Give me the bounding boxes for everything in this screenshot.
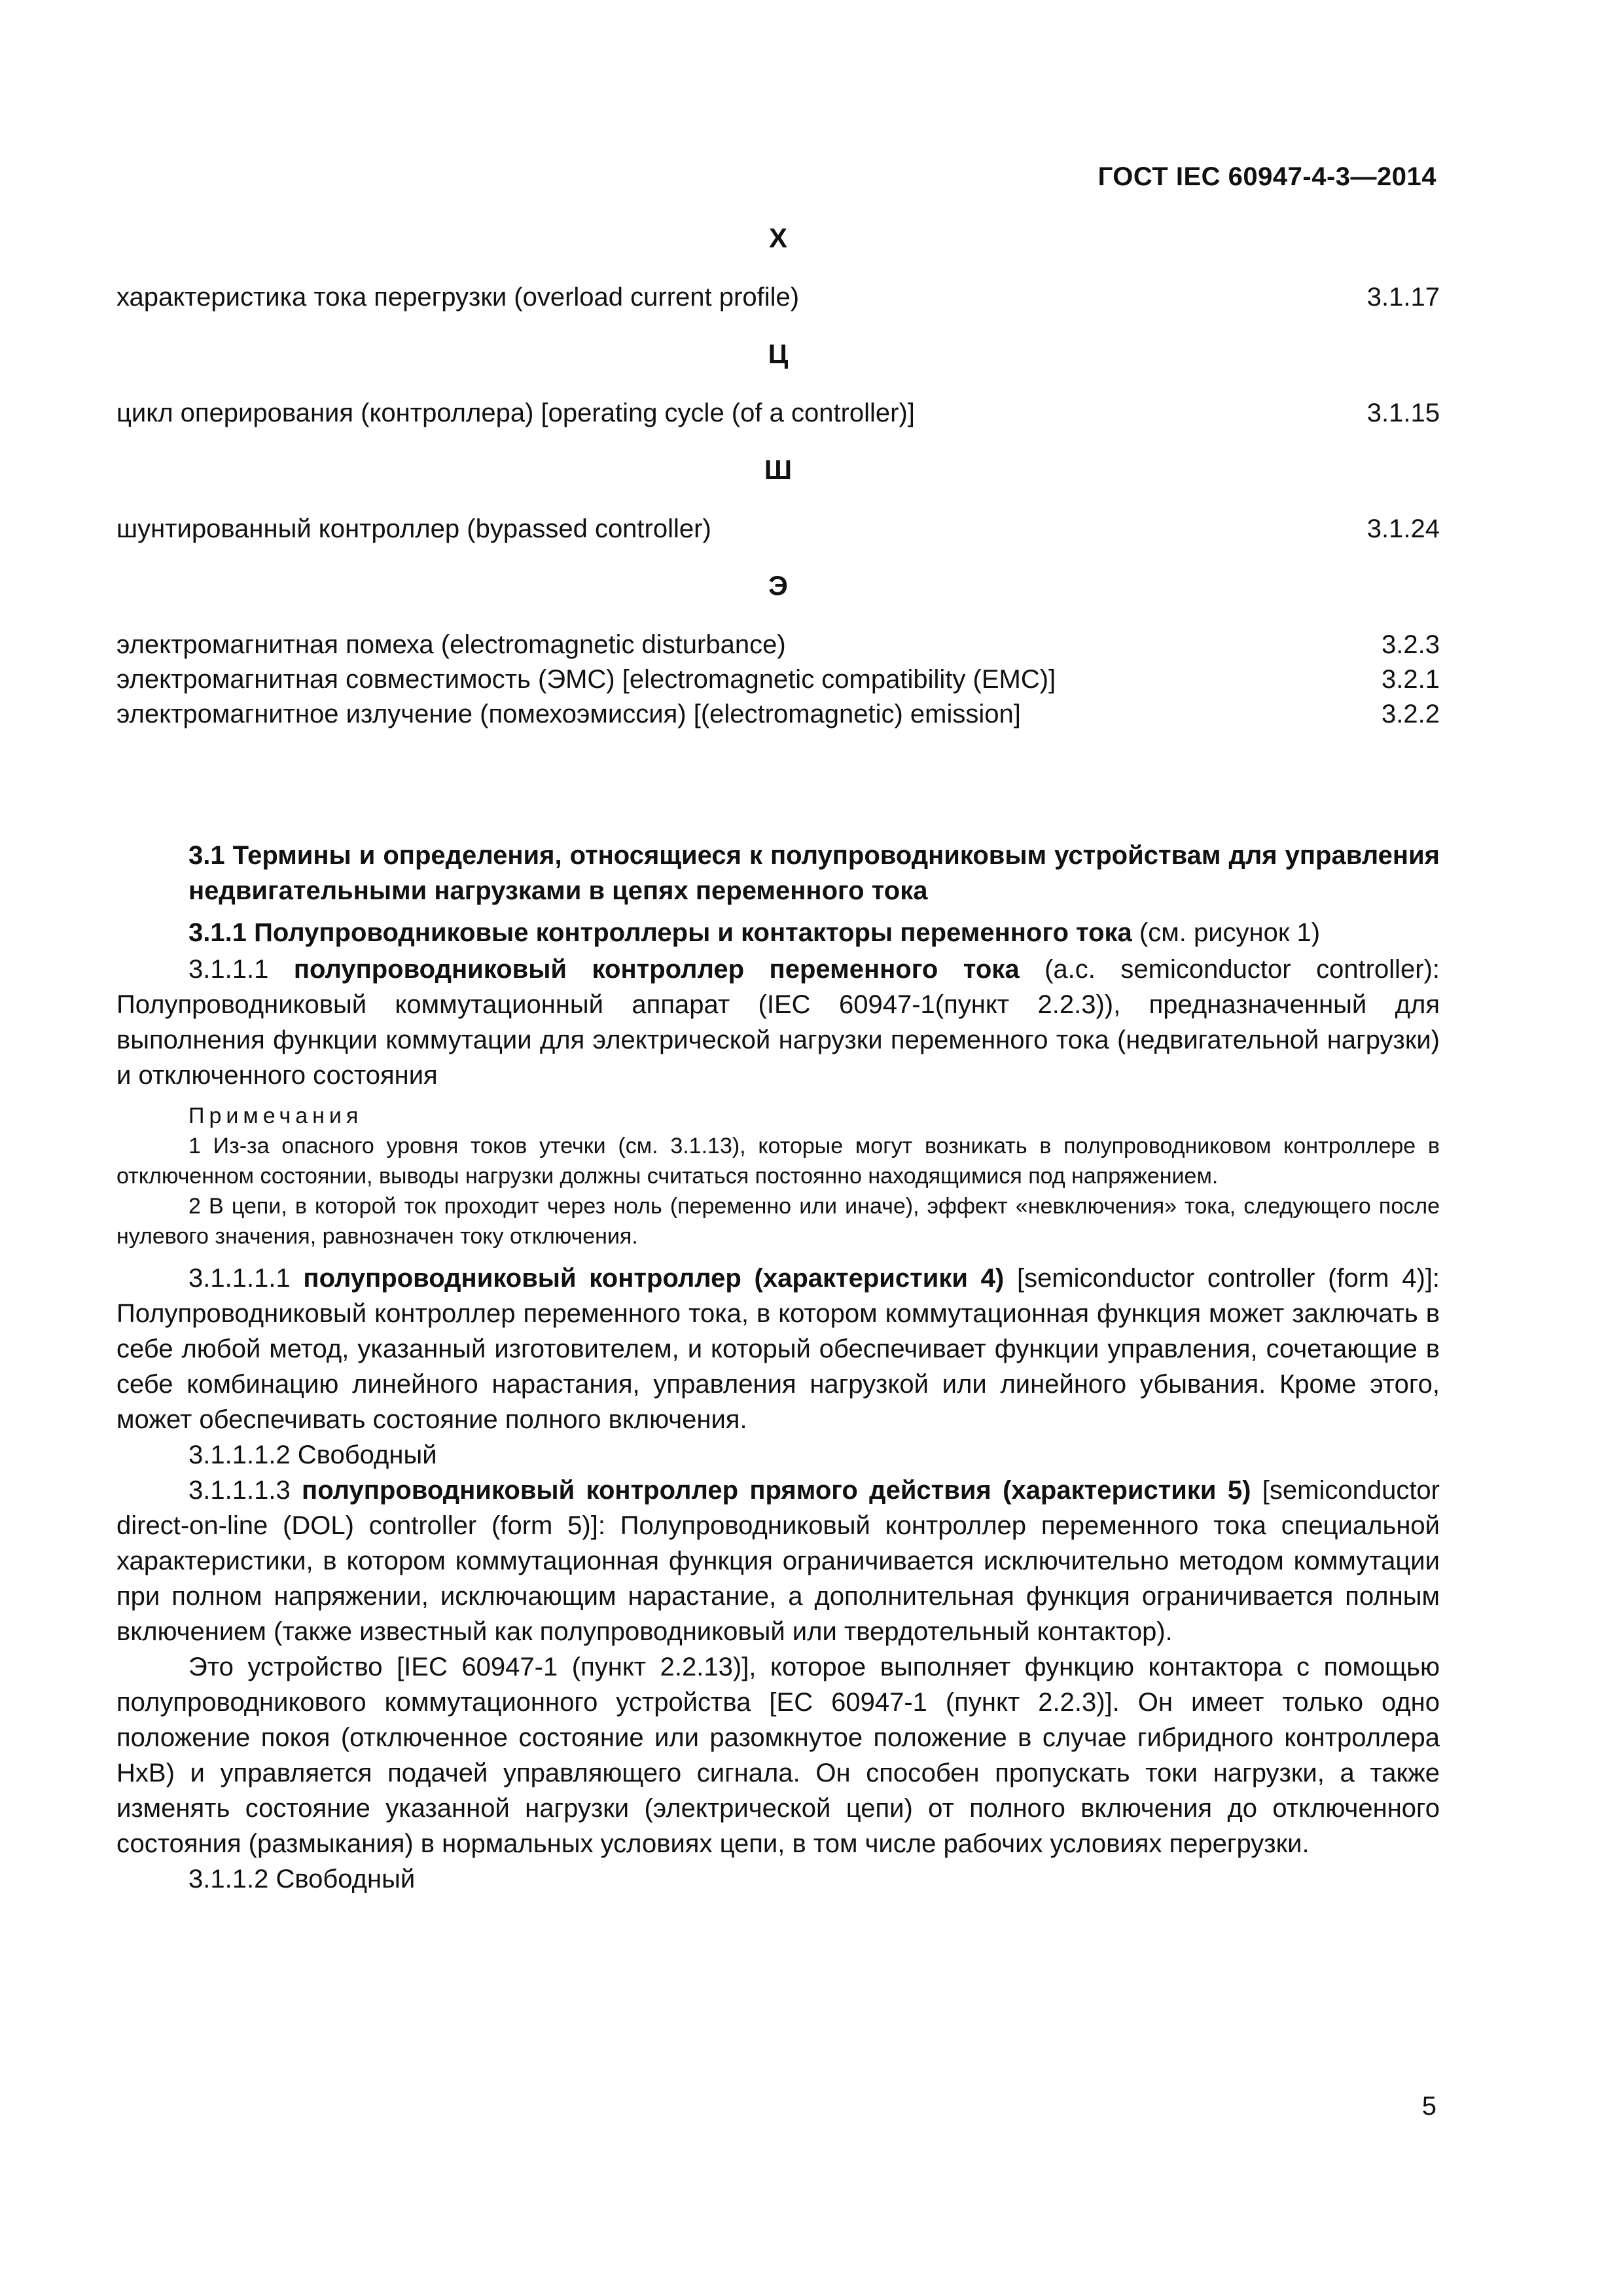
document-header-code: ГОСТ IEC 60947-4-3—2014 — [1097, 162, 1436, 191]
index-group-ts — [116, 332, 1440, 431]
definition-3-1-1-1-1 — [116, 1261, 1440, 1437]
subsection-heading-suffix: (см. рисунок 1) — [1132, 918, 1321, 947]
page-number: 5 — [1421, 2092, 1436, 2121]
note-item: 2 В цепи, в которой ток проходит через ноль (переменно или иначе), эффект «невключения» тока, следующего после нулевого значения, равнозначен току отключения. — [116, 1194, 1440, 1249]
subsection-heading-title: 3.1.1 Полупроводниковые контроллеры и контакторы переменного тока — [188, 918, 1132, 947]
index-ref: 3.1.17 — [1366, 283, 1440, 312]
index-ref: 3.2.2 — [1382, 700, 1440, 728]
index-entry — [116, 512, 1440, 547]
clause-number: 3.1.1.1.3 — [188, 1476, 302, 1505]
clause-3-1-1-2: 3.1.1.2 Свободный — [188, 1865, 416, 1893]
index-letter: Ш — [764, 454, 793, 485]
index-ref: 3.2.1 — [1382, 665, 1440, 694]
definition-3-1-1-1 — [116, 952, 1440, 1093]
index-term: электромагнитное излучение (помехоэмиссия) [(electromagnetic) emission] — [116, 700, 1021, 728]
notes-block — [116, 1101, 1440, 1251]
defined-term: полупроводниковый контроллер переменного тока — [293, 955, 1020, 984]
main-text — [116, 838, 1440, 1897]
definition-text: [semiconductor direct-on-line (DOL) controller (form 5)]: Полупроводниковый контроллер переменного тока специальной характеристики, в котором коммутационная функция ограничивается исключительно методом коммутации при полном напряжении, исключающим нарастание, а дополнительная функция ограничивается полным включением (также известный как полупроводниковый или твердотельный контактор). — [116, 1476, 1440, 1646]
defined-term: полупроводниковый контроллер (характеристики 4) — [303, 1264, 1005, 1293]
notes-title: Примечания — [188, 1103, 363, 1128]
index-term: электромагнитная помеха (electromagnetic disturbance) — [116, 630, 786, 659]
index-entry — [116, 628, 1440, 662]
index-entry — [116, 280, 1440, 315]
index-entry — [116, 396, 1440, 431]
device-paragraph: Это устройство [IEC 60947-1 (пункт 2.2.13)], которое выполняет функцию контактора с помощью полупроводникового коммутационного устройства [EC 60947-1 (пункт 2.2.3)]. Он имеет только одно положение покоя (отключенное состояние или разомкнутое положение в случае гибридного контроллера HxB) и управляется подачей управляющего сигнала. Он способен пропускать токи нагрузки, а также изменять состояние указанной нагрузки (электрической цепи) от полного включения до отключенного состояния (размыкания) в нормальных условиях цепи, в том числе рабочих условиях перегрузки. — [116, 1653, 1440, 1858]
index-letter: Э — [768, 570, 788, 601]
index-ref: 3.2.3 — [1382, 630, 1440, 659]
definition-3-1-1-1-3 — [116, 1473, 1440, 1649]
note-item: 1 Из-за опасного уровня токов утечки (см. 3.1.13), которые могут возникать в полупроводниковом контроллере в отключенном состоянии, выводы нагрузки должны считаться постоянно находящимися под напряжением. — [116, 1134, 1440, 1189]
clause-number: 3.1.1.1.1 — [188, 1264, 304, 1293]
index-entry — [116, 662, 1440, 697]
index-term: цикл оперирования (контроллера) [operating cycle (of a controller)] — [116, 399, 915, 427]
index-term: электромагнитная совместимость (ЭМС) [electromagnetic compatibility (EMC)] — [116, 665, 1056, 694]
index-term: шунтированный контроллер (bypassed controller) — [116, 514, 711, 543]
index-ref: 3.1.24 — [1366, 514, 1440, 543]
defined-term: полупроводниковый контроллер прямого действия (характеристики 5) — [302, 1476, 1251, 1505]
section-title: 3.1 Термины и определения, относящиеся к полупроводниковым устройствам для управления недвигательными нагрузками в цепях переменного тока — [188, 841, 1440, 905]
index-group-sh — [116, 448, 1440, 547]
definition-text: (a.c. semiconductor controller): Полупроводниковый коммутационный аппарат (IEC 60947-1(пункт 2.2.3)), предназначенный для выполнения функции коммутации для электрической нагрузки переменного тока (недвигательной нагрузки) и отключенного состояния — [116, 955, 1440, 1090]
index-ref: 3.1.15 — [1366, 399, 1440, 427]
index-entry — [116, 697, 1440, 732]
clause-number: 3.1.1.1 — [188, 955, 294, 984]
index-group-kh — [116, 216, 1440, 315]
index-group-e — [116, 564, 1440, 732]
index-letter: Ц — [768, 338, 789, 369]
subsection-heading — [116, 915, 1440, 950]
index-letter: Х — [768, 223, 787, 253]
definition-text: [semiconductor controller (form 4)]: Полупроводниковый контроллер переменного тока, в котором коммутационная функция может заключать в себе любой метод, указанный изготовителем, и который обеспечивает функции управления, сочетающие в себе комбинацию линейного нарастания, управления нагрузкой или линейного убывания. Кроме этого, может обеспечивать состояние полного включения. — [116, 1264, 1440, 1434]
clause-3-1-1-1-2: 3.1.1.1.2 Свободный — [188, 1441, 437, 1469]
index-term: характеристика тока перегрузки (overload current profile) — [116, 283, 800, 312]
term-index — [116, 216, 1440, 749]
